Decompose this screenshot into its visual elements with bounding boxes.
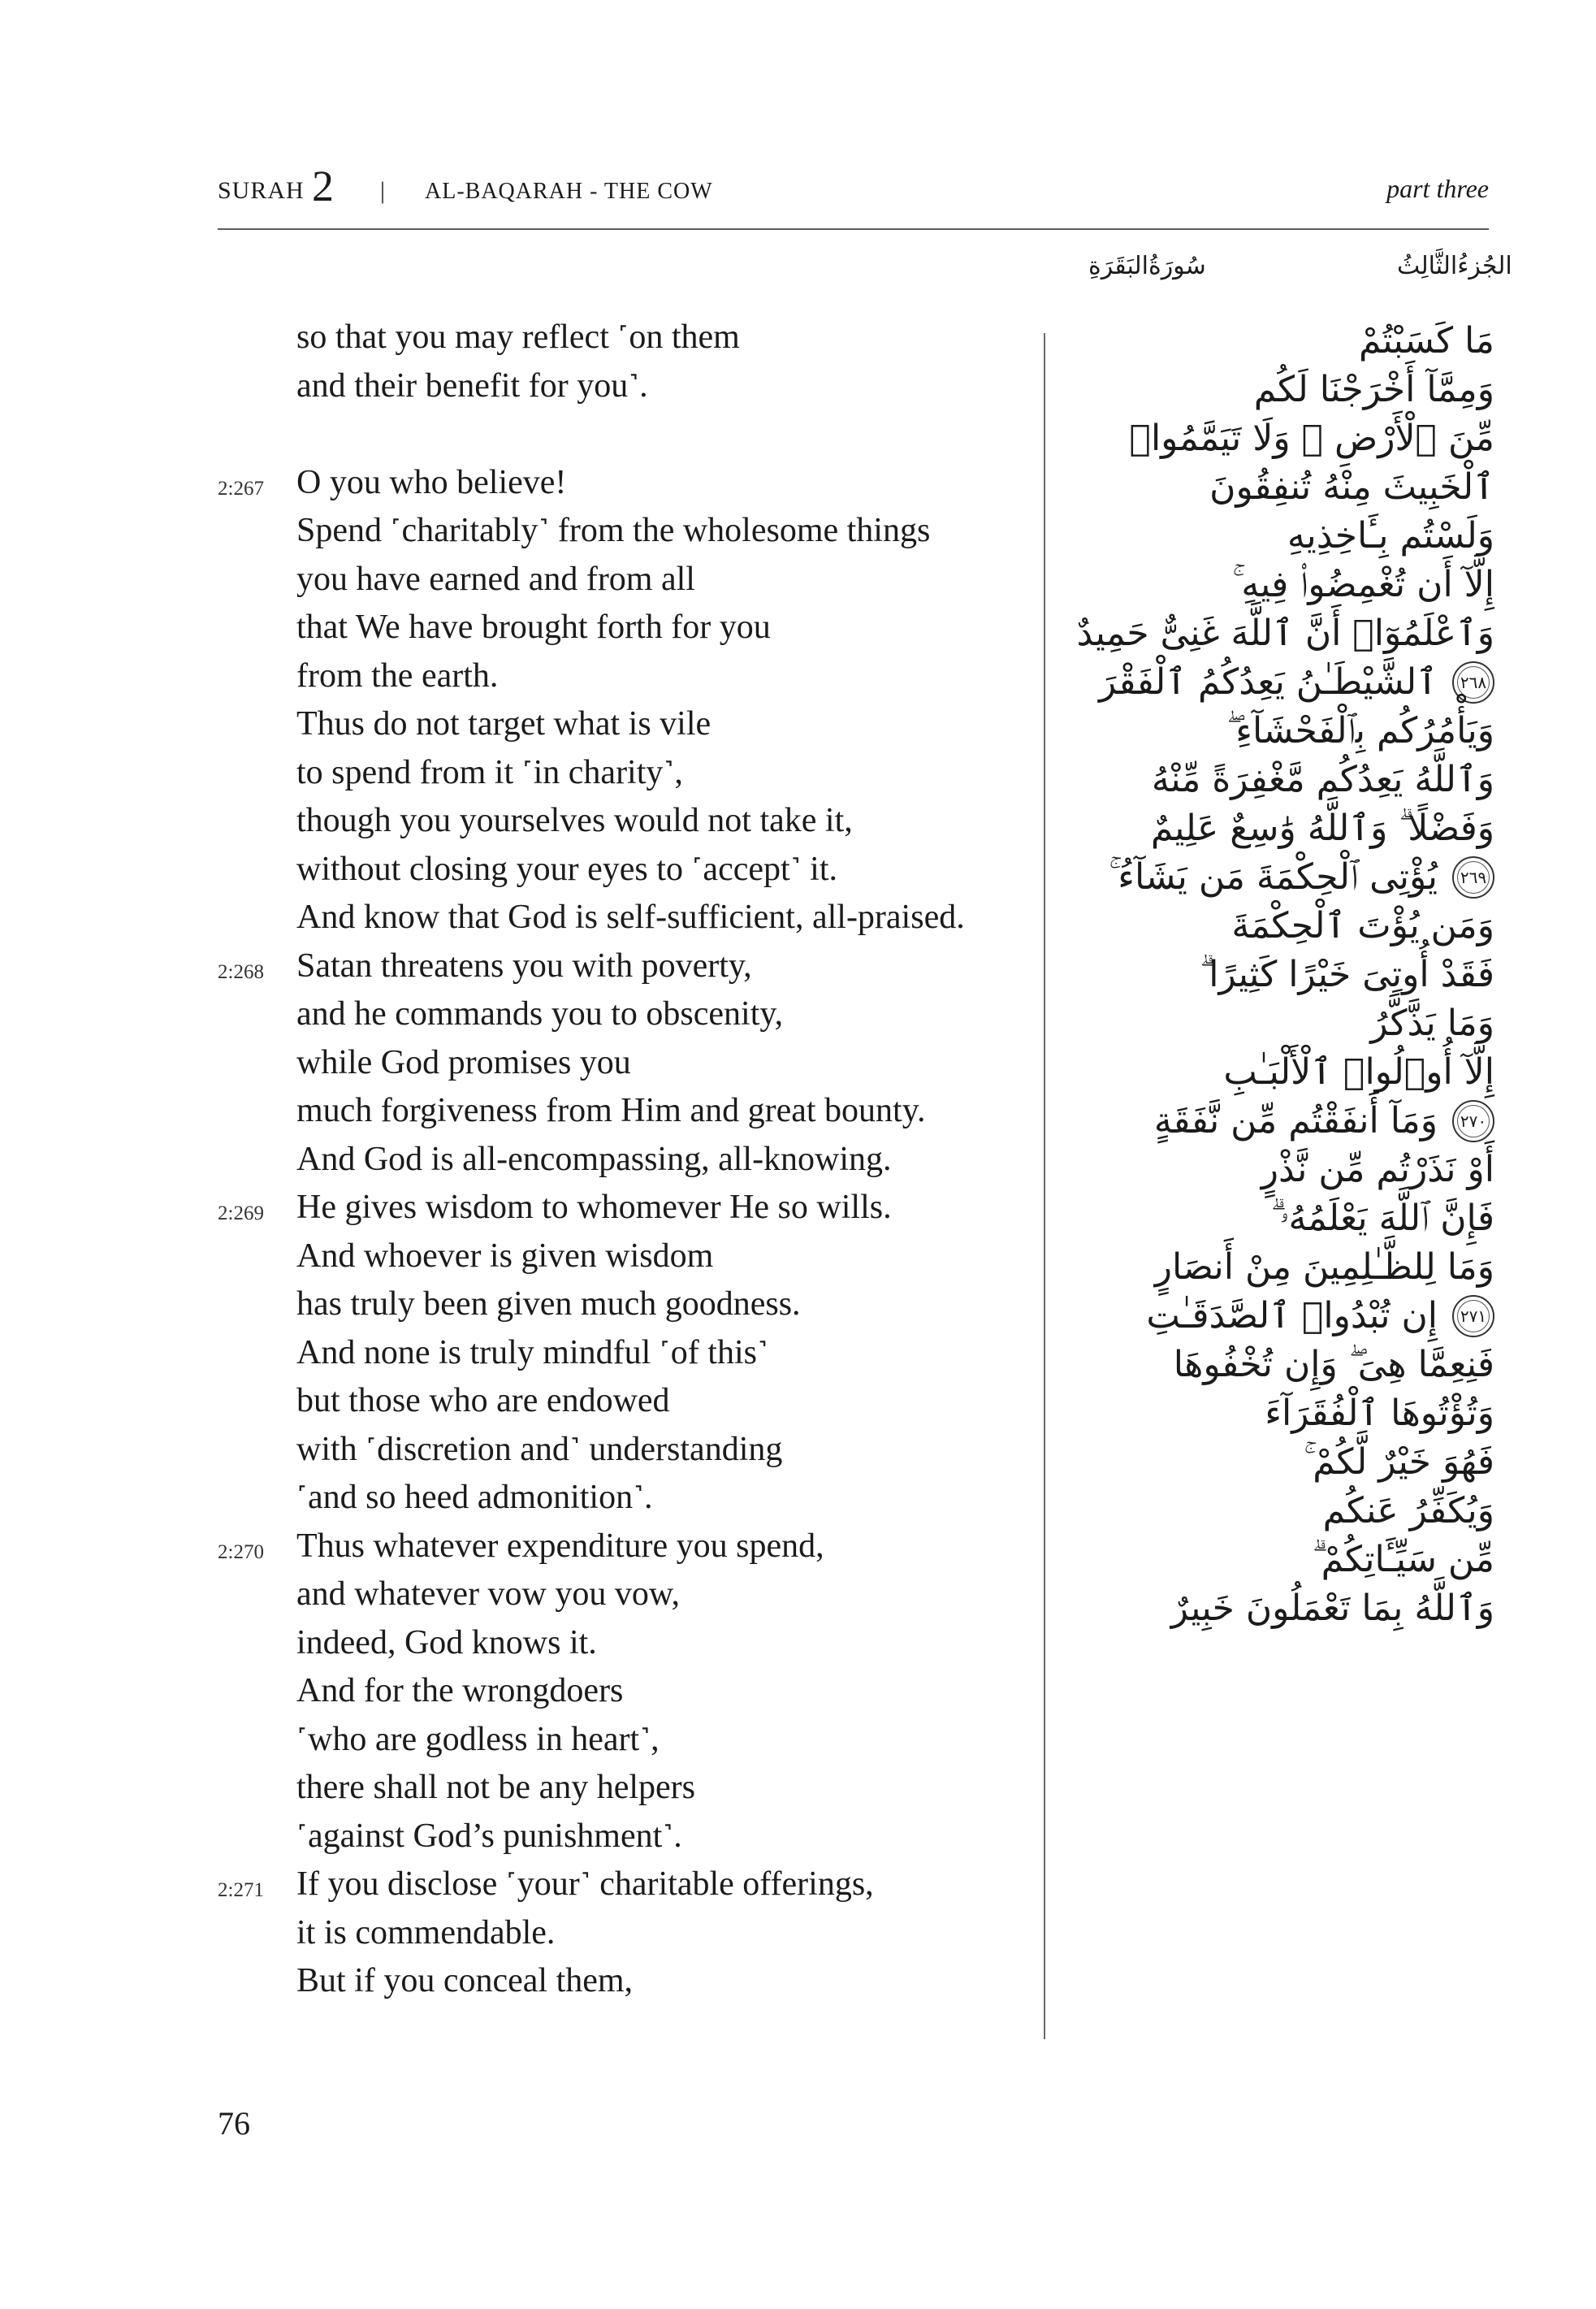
translation-line <box>218 1908 1030 1957</box>
verse-number: 2:270 <box>218 1540 264 1563</box>
arabic-line: وَمَا لِلظَّـٰلِمِينَ مِنْ أَنصَارٍ <box>1154 1246 1494 1288</box>
arabic-text-column <box>1056 313 1494 2060</box>
arabic-line: يُؤْتِى ٱلْحِكْمَةَ مَن يَشَآءُ ۚ <box>1109 856 1438 898</box>
arabic-line: إِلَّآ أُو۟لُوا۟ ٱلْأَلْبَـٰبِ <box>1223 1051 1494 1093</box>
translation-line <box>218 362 1030 410</box>
translation-line <box>218 555 1030 604</box>
translation-text: indeed, God knows it. <box>296 1623 597 1661</box>
translation-text: you have earned and from all <box>296 560 695 598</box>
arabic-line: مَا كَسَبْتُمْ <box>1359 320 1494 362</box>
translation-text: Satan threatens you with poverty, <box>296 947 752 985</box>
translation-text: If you disclose ˹your˺ charitable offerings, <box>296 1865 874 1903</box>
translation-line <box>218 652 1030 700</box>
verse-number: 2:268 <box>218 960 264 983</box>
arabic-line: فَنِعِمَّا هِىَ ۖ وَإِن تُخْفُوهَا <box>1173 1344 1494 1385</box>
translation-line <box>218 603 1030 652</box>
translation-line <box>218 748 1030 797</box>
translation-line <box>218 700 1030 748</box>
translation-line <box>218 1376 1030 1425</box>
arabic-line: فَهُوَ خَيْرٌ لَّكُمْ ۚ <box>1304 1441 1494 1483</box>
translation-line <box>218 458 1030 507</box>
translation-text: And none is truly mindful ˹of this˺ <box>296 1333 768 1371</box>
translation-line <box>218 1473 1030 1522</box>
ayah-marker-icon: ٢٧٠ <box>1452 1100 1494 1142</box>
ayah-marker-icon: ٢٦٨ <box>1452 661 1494 704</box>
translation-line <box>218 1666 1030 1715</box>
header-separator: | <box>380 177 386 204</box>
surah-label: SURAH <box>218 177 305 204</box>
verse-number: 2:267 <box>218 477 264 500</box>
translation-line <box>218 1086 1030 1135</box>
arabic-line: وَفَضْلًا ۗ وَٱللَّهُ وَٰسِعٌ عَلِيمٌ <box>1150 808 1494 849</box>
translation-line <box>218 1715 1030 1764</box>
arabic-line: وَتُؤْتُوهَا ٱلْفُقَرَآءَ <box>1265 1393 1494 1434</box>
translation-line <box>218 796 1030 845</box>
translation-line <box>218 409 1030 458</box>
arabic-line: وَمَا يَذَّكَّرُ <box>1370 1003 1494 1044</box>
arabic-line: وَيُكَفِّرُ عَنكُم <box>1322 1490 1494 1531</box>
translation-line <box>218 893 1030 942</box>
translation-line <box>218 1280 1030 1328</box>
arabic-line: ٱلشَّيْطَـٰنُ يَعِدُكُمُ ٱلْفَقْرَ <box>1099 661 1438 703</box>
surah-title: AL-BAQARAH - THE COW <box>425 179 713 204</box>
translation-text: has truly been given much goodness. <box>296 1285 801 1323</box>
ayah-marker-icon: ٢٦٩ <box>1452 856 1494 899</box>
translation-text: He gives wisdom to whomever He so wills. <box>296 1189 892 1226</box>
arabic-line: وَٱللَّهُ بِمَا تَعْمَلُونَ خَبِيرٌ <box>1170 1588 1494 1629</box>
arabic-line: أَوْ نَذَرْتُم مِّن نَّذْرٍ <box>1261 1149 1494 1190</box>
translation-line <box>218 1425 1030 1474</box>
translation-line <box>218 1860 1030 1908</box>
arabic-line: وَمَن يُؤْتَ ٱلْحِكْمَةَ <box>1231 905 1494 947</box>
translation-text: without closing your eyes to ˹accept˺ it. <box>296 850 837 888</box>
english-translation-column <box>218 313 1030 2060</box>
translation-text: it is commendable. <box>296 1913 556 1952</box>
arabic-line: وَيَأْمُرُكُم بِٱلْفَحْشَآءِ ۖ <box>1226 710 1494 752</box>
translation-text: ˹against God’s punishment˺. <box>296 1817 682 1855</box>
translation-line <box>218 1328 1030 1377</box>
translation-text: with ˹discretion and˺ understanding <box>296 1430 783 1468</box>
arabic-line: فَإِنَّ ٱللَّهَ يَعْلَمُهُۥ ۗ <box>1270 1198 1494 1239</box>
translation-text: though you yourselves would not take it, <box>296 802 853 839</box>
translation-line <box>218 845 1030 894</box>
translation-line <box>218 1812 1030 1861</box>
translation-text: to spend from it ˹in charity˺, <box>296 753 683 791</box>
translation-text: there shall not be any helpers <box>296 1769 695 1806</box>
verse-number: 2:269 <box>218 1202 264 1224</box>
translation-text: O you who believe! <box>296 463 567 501</box>
translation-text: And for the wrongdoers <box>296 1672 624 1709</box>
running-header <box>218 162 1489 226</box>
arabic-line: إِلَّآ أَن تُغْمِضُوا۟ فِيهِ ۚ <box>1232 564 1494 605</box>
translation-line <box>218 506 1030 555</box>
translation-text: and whatever vow you vow, <box>296 1575 680 1613</box>
translation-line <box>218 1522 1030 1570</box>
translation-text: and their benefit for you˺. <box>296 366 648 405</box>
translation-line <box>218 1618 1030 1667</box>
translation-text: Thus do not target what is vile <box>296 705 711 743</box>
arabic-line: مِّن سَيِّـَٔاتِكُمْ ۗ <box>1312 1539 1494 1580</box>
arabic-line: وَمَآ أَنفَقْتُم مِّن نَّفَقَةٍ <box>1153 1100 1438 1142</box>
arabic-line: وَلَسْتُم بِـَٔاخِذِيهِ <box>1287 515 1494 557</box>
translation-text: And whoever is given wisdom <box>296 1237 714 1275</box>
translation-text: But if you conceal them, <box>296 1962 634 1999</box>
translation-text: And know that God is self-sufficient, all-praised. <box>296 899 965 936</box>
translation-text: Spend ˹charitably˺ from the wholesome things <box>296 512 931 549</box>
header-rule <box>218 228 1489 230</box>
page-number: 76 <box>218 2105 250 2142</box>
translation-text: while God promises you <box>296 1043 631 1081</box>
translation-text: and he commands you to obscenity, <box>296 995 784 1033</box>
translation-text: much forgiveness from Him and great bounty. <box>296 1092 926 1129</box>
arabic-juz-label: الجُزءُالثَّالِثُ <box>1397 252 1512 280</box>
translation-line <box>218 1570 1030 1618</box>
column-divider <box>1044 333 1045 2039</box>
arabic-line: وَٱللَّهُ يَعِدُكُم مَّغْفِرَةً مِّنْهُ <box>1151 759 1494 800</box>
verse-number: 2:271 <box>218 1879 264 1901</box>
surah-number: 2 <box>312 162 334 210</box>
translation-line <box>218 313 1030 362</box>
arabic-line: إِن تُبْدُوا۟ ٱلصَّدَقَـٰتِ <box>1146 1295 1438 1336</box>
translation-text: And God is all-encompassing, all-knowing. <box>296 1140 892 1178</box>
translation-text: ˹and so heed admonition˺. <box>296 1479 653 1516</box>
arabic-line: وَٱعْلَمُوٓا۟ أَنَّ ٱللَّهَ غَنِىٌّ حَمِيدٌ <box>1076 613 1494 654</box>
translation-text: ˹who are godless in heart˺, <box>296 1720 660 1758</box>
ayah-marker-icon: ٢٧١ <box>1452 1295 1494 1337</box>
translation-text: from the earth. <box>296 656 499 695</box>
translation-text: Thus whatever expenditure you spend, <box>296 1527 824 1565</box>
part-label: part three <box>1386 174 1489 203</box>
translation-line <box>218 1956 1030 2005</box>
translation-text: but those who are endowed <box>296 1382 670 1419</box>
translation-line <box>218 1763 1030 1812</box>
translation-line <box>218 942 1030 990</box>
translation-line <box>218 1183 1030 1232</box>
translation-line <box>218 1232 1030 1280</box>
translation-text: so that you may reflect ˹on them <box>296 318 740 356</box>
arabic-line: وَمِمَّآ أَخْرَجْنَا لَكُم <box>1253 369 1494 410</box>
arabic-line: ٱلْخَبِيثَ مِنْهُ تُنفِقُونَ <box>1209 466 1494 508</box>
translation-text: that We have brought forth for you <box>296 609 771 646</box>
translation-line <box>218 1038 1030 1087</box>
arabic-surah-label: سُورَةُالبَقَرَةِ <box>1088 252 1206 280</box>
arabic-line: مِّنَ ٱلْأَرْضِ ۖ وَلَا تَيَمَّمُوا۟ <box>1129 418 1494 459</box>
translation-line <box>218 990 1030 1038</box>
translation-line <box>218 1135 1030 1184</box>
arabic-line: فَقَدْ أُوتِىَ خَيْرًا كَثِيرًا ۗ <box>1200 954 1494 995</box>
